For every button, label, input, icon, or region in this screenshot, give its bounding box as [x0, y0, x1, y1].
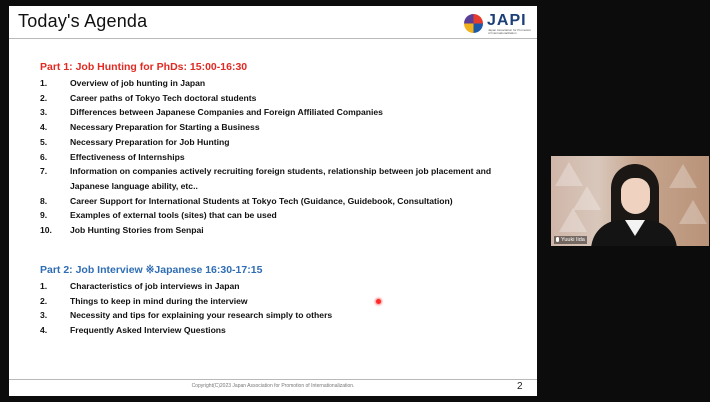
item-number: 9.: [40, 210, 48, 221]
item-number: 5.: [40, 136, 48, 147]
list-item: [40, 105, 530, 120]
item-text: Necessity and tips for explaining your research simply to others: [70, 310, 333, 321]
list-item: [40, 223, 530, 238]
item-number: 3.: [40, 107, 48, 118]
participant-name-tag: [554, 236, 587, 244]
item-number: 1.: [40, 281, 48, 291]
item-text: Frequently Asked Interview Questions: [70, 325, 226, 336]
list-item: [40, 323, 530, 338]
item-number: 4.: [40, 122, 48, 133]
background-pattern: [669, 164, 697, 188]
part2-list: [40, 279, 530, 338]
japi-logo-text: JAPI: [487, 12, 527, 29]
list-item: [40, 208, 530, 223]
participant-video-tile[interactable]: [551, 156, 709, 246]
item-text: Job Hunting Stories from Senpai: [70, 225, 204, 236]
item-text: Career Support for International Students at Tokyo Tech (Guidance, Guidebook, Consultation): [70, 195, 453, 206]
item-text: Overview of job hunting in Japan: [70, 78, 206, 88]
participant-name: Yuuki Iida: [561, 237, 585, 243]
microphone-icon: [556, 237, 559, 242]
page-number: 2: [517, 381, 523, 392]
participant-face: [621, 178, 650, 214]
background-pattern: [573, 186, 601, 210]
item-text: Necessary Preparation for Starting a Business: [70, 122, 260, 133]
item-number: 2.: [40, 92, 48, 103]
list-item: [40, 135, 530, 150]
item-text: Differences between Japanese Companies and Foreign Affiliated Companies: [70, 107, 383, 118]
part1-list: [40, 76, 530, 238]
item-number: 4.: [40, 325, 48, 336]
item-text: Things to keep in mind during the interview: [70, 295, 248, 306]
list-item: [40, 120, 530, 135]
item-number: 6.: [40, 151, 48, 162]
item-number: 2.: [40, 295, 48, 306]
list-item: [40, 91, 530, 106]
japi-logo: [464, 12, 536, 36]
slide-footer: Copyright(C)2023 Japan Association for Promotion of Internationalization.: [191, 383, 355, 389]
list-item: [40, 150, 530, 165]
laser-pointer: [376, 299, 381, 304]
part2-heading: Part 2: Job Interview ※Japanese 16:30-17:15: [40, 264, 263, 276]
item-number: 3.: [40, 310, 48, 321]
item-number: 7.: [40, 166, 48, 177]
footer-divider: [9, 379, 537, 380]
item-text: Information on companies actively recruiting foreign students, relationship between job placement and Japanese language ability, etc..: [70, 166, 492, 191]
list-item: [40, 194, 530, 209]
item-number: 10.: [40, 225, 52, 236]
presentation-slide: [9, 6, 537, 396]
item-number: 8.: [40, 195, 48, 206]
list-item: [40, 308, 530, 323]
japi-logo-subtext: Japan Association for Promotion of Internationalization: [488, 28, 532, 36]
item-text: Characteristics of job interviews in Japan: [70, 281, 240, 291]
slide-title: Today's Agenda: [18, 11, 148, 31]
list-item: [40, 279, 530, 294]
item-text: Career paths of Tokyo Tech doctoral students: [70, 92, 257, 103]
list-item: [40, 164, 530, 193]
part1-heading: Part 1: Job Hunting for PhDs: 15:00-16:30: [40, 61, 248, 73]
japi-logo-mark: [464, 14, 483, 33]
item-text: Necessary Preparation for Job Hunting: [70, 136, 230, 147]
list-item: [40, 76, 530, 91]
item-text: Effectiveness of Internships: [70, 151, 185, 162]
title-divider: [9, 38, 537, 39]
background-pattern: [559, 208, 587, 232]
item-number: 1.: [40, 78, 48, 88]
list-item: [40, 294, 530, 309]
background-pattern: [679, 200, 707, 224]
item-text: Examples of external tools (sites) that can be used: [70, 210, 277, 221]
background-pattern: [555, 162, 583, 186]
